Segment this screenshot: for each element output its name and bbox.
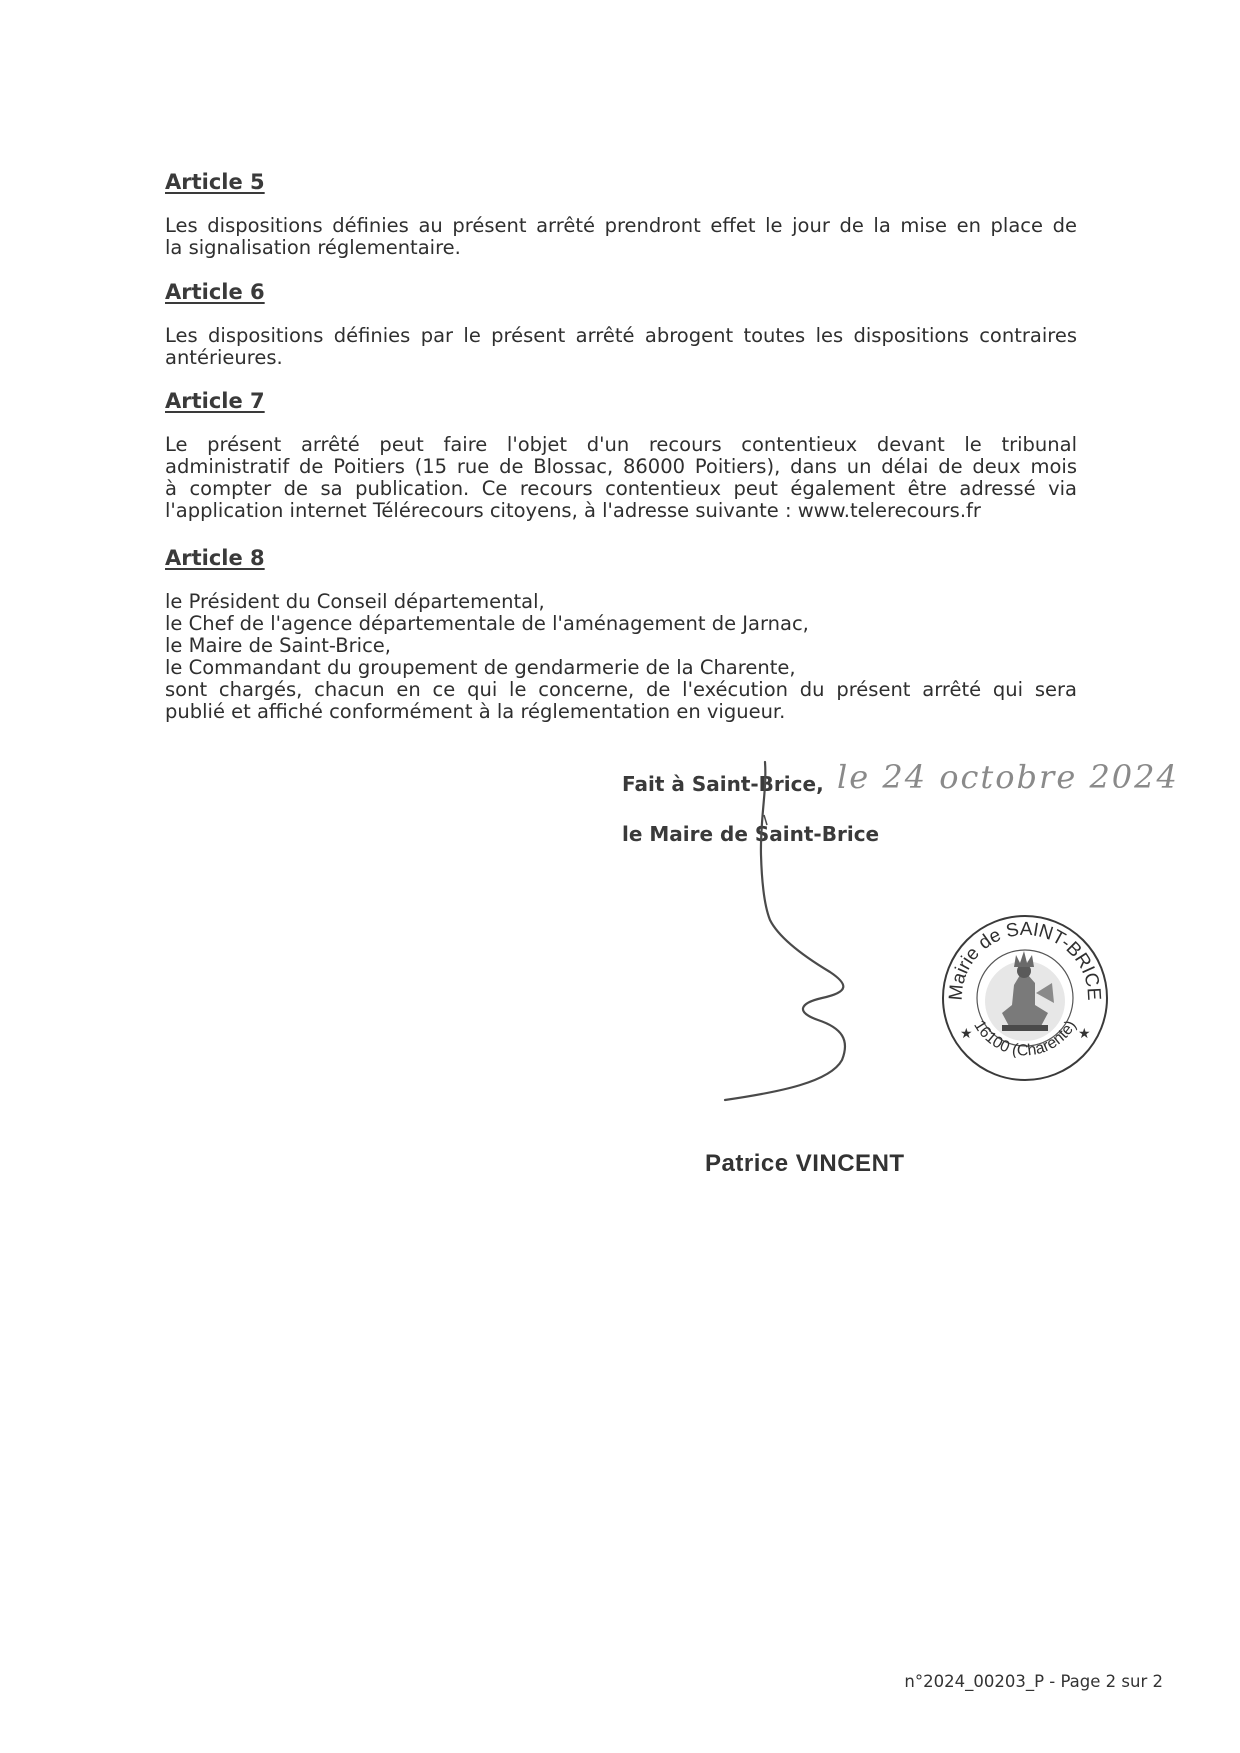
article-line: publié et affiché conformément à la réglementation en vigueur. (165, 700, 786, 723)
article-body (165, 215, 1077, 259)
stamp-top-text: Mairie de SAINT-BRICE (945, 918, 1105, 1002)
page-reference: n°2024_00203_P - Page 2 sur 2 (904, 1672, 1163, 1691)
article-6 (165, 280, 1077, 369)
article-heading: Article 8 (165, 546, 265, 570)
article-line: Les dispositions définies au présent arrêté prendront effet le jour de la mise en place de (165, 214, 1077, 237)
article-line: Les dispositions définies par le présent arrêté abrogent toutes les dispositions contraires (165, 324, 1077, 347)
article-5 (165, 170, 1077, 259)
article-line: Le présent arrêté peut faire l'objet d'un recours contentieux devant le tribunal (165, 433, 1077, 456)
article-line: l'application internet Télérecours citoyens, à l'adresse suivante : www.telerecours.fr (165, 499, 981, 522)
article-body (165, 325, 1077, 369)
handwritten-date: le 24 octobre 2024 (837, 758, 1179, 796)
article-line: le Commandant du groupement de gendarmerie de la Charente, (165, 656, 796, 679)
article-body (165, 434, 1077, 522)
article-heading: Article 6 (165, 280, 265, 304)
star-icon: ★ (960, 1026, 973, 1042)
article-line: la signalisation réglementaire. (165, 236, 461, 259)
article-7 (165, 389, 1077, 522)
article-body (165, 591, 1077, 723)
article-line: le Président du Conseil départemental, (165, 590, 545, 613)
article-line: antérieures. (165, 346, 283, 369)
article-line: le Maire de Saint-Brice, (165, 634, 391, 657)
article-line: à compter de sa publication. Ce recours contentieux peut également être adressé via (165, 477, 1077, 500)
handwritten-signature (700, 760, 900, 1105)
signature-title: le Maire de Saint-Brice (622, 822, 880, 846)
article-8 (165, 546, 1077, 723)
signature-place: Fait à Saint-Brice, (622, 772, 824, 796)
article-line: le Chef de l'agence départementale de l'aménagement de Jarnac, (165, 612, 809, 635)
marianne-emblem-icon (985, 951, 1065, 1041)
signer-name: Patrice VINCENT (705, 1150, 905, 1177)
star-icon: ★ (1078, 1026, 1091, 1042)
article-line: sont chargés, chacun en ce qui le concerne, de l'exécution du présent arrêté qui sera (165, 678, 1077, 701)
mairie-stamp (940, 913, 1110, 1083)
article-heading: Article 7 (165, 389, 265, 413)
article-heading: Article 5 (165, 170, 265, 194)
article-line: administratif de Poitiers (15 rue de Blossac, 86000 Poitiers), dans un délai de deux mois (165, 455, 1077, 478)
stamp-bottom-text: 16100 (Charente) (970, 1017, 1080, 1060)
